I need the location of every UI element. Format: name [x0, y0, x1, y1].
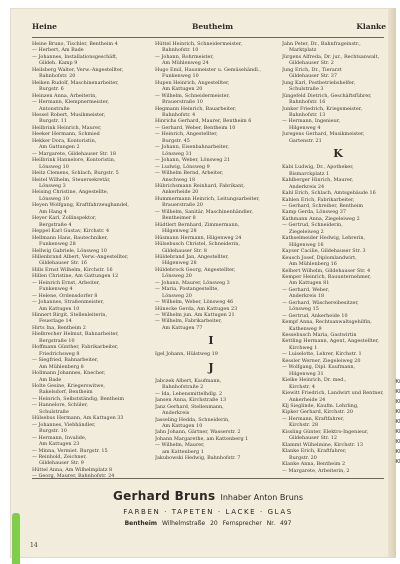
directory-entry — [32, 54, 140, 67]
directory-entry — [155, 93, 267, 106]
entry-address: Bahnhofstr. 10 — [162, 47, 199, 54]
entry-name: — Heinrich Ernst, Arbeiter, — [32, 279, 100, 286]
directory-entry — [155, 267, 267, 280]
directory-entry — [155, 196, 267, 209]
directory-entry — [282, 416, 394, 429]
entry-name: Hoffmann Günther, Fabrikarbeiter, — [32, 344, 119, 351]
directory-entry — [32, 422, 140, 435]
entry-address: Am Kattugen 10 — [162, 423, 203, 430]
directory-entry — [32, 80, 140, 93]
entry-name: Heilbrink Hannelore, Kontoristin, — [32, 157, 116, 164]
entry-address: Am Kattugen 77 — [162, 324, 203, 331]
thumb-index-tab: Kl — [395, 419, 400, 425]
entry-name: Heyer Karl, Zollinspektor, — [32, 215, 97, 222]
entry-name: — Gerhard, Weber, — [282, 286, 330, 293]
entry-name: Hinnert Birgit, Stellenleiterin, — [32, 312, 108, 319]
directory-entry — [32, 157, 140, 170]
entry-name: Hüdtlert Bernhard, Zimmermann, — [155, 221, 240, 228]
entry-name: Hugo Emil, Hausmeister u. Gemüsehändl., — [155, 66, 261, 73]
entry-address: Bahnhofstr. 13 — [289, 111, 326, 118]
thumb-index-tab: Kl — [395, 389, 400, 395]
entry-address: Gildehauser Str. 8 — [162, 247, 207, 254]
entry-address: Kirchstr. 4 — [289, 383, 315, 390]
entry-name: Jüngefeld Dietrich, Geschäftsführer, — [282, 92, 372, 99]
entry-name: Heitel Wilhelm, Steuersekretär, — [32, 176, 111, 183]
directory-entry — [282, 319, 394, 332]
entry-name: Hüldebrock Georg, Angestellter, — [155, 266, 236, 273]
header-left: Heine — [32, 22, 57, 31]
directory-entry — [155, 378, 267, 391]
entry-address: Burgstr. 11 — [39, 118, 67, 125]
entry-name: Hünecke Gerda, Am Kattugen 23 — [155, 305, 238, 312]
entry-address: Bergstraße 4 — [39, 221, 72, 228]
entry-name: — Gerhard, Schreiber, Bentheim — [282, 202, 364, 209]
entry-name: Kessler Werner, Ziegeleiweg 20 — [282, 357, 361, 364]
entry-name: — Minna, Vermiet. Burgstr. 15 — [32, 447, 108, 454]
entry-name: Kempf Anna, Rechtsanwaltsgehilfin, — [282, 319, 372, 326]
entry-name: Klanke Erich, Kraftfahrer, — [282, 448, 347, 455]
directory-entry — [282, 429, 394, 442]
directory-entry — [32, 435, 140, 448]
entry-address: Kathenweg 9 — [289, 325, 322, 332]
entry-name: Hülsebus Hermann, Am Kattugen 33 — [32, 415, 124, 422]
directory-entry — [32, 331, 140, 344]
entry-address: Anderkreis 18 — [289, 293, 325, 300]
directory-entry — [32, 177, 140, 190]
entry-address: Anschweg 18 — [162, 176, 196, 183]
entry-address: Lönsweg 15 — [289, 306, 319, 313]
entry-name: Hillenbrand Albert, Verw.-Angestellter, — [32, 253, 129, 260]
entry-address: am Kattenberg 1 — [162, 448, 204, 455]
entry-name: — Gertrud, Schneiderin, — [282, 222, 343, 229]
page-number: 14 — [30, 542, 38, 549]
entry-name: — Margarete, Gildehauser Str. 18 — [32, 150, 116, 157]
entry-name: Hülsebusch Christel, Schneiderin, — [155, 241, 240, 248]
entry-name: Kessebusch Maria, Gastwirtin — [282, 332, 357, 339]
entry-address: Hilgenweg 28 — [162, 260, 197, 267]
entry-name: Klammt Wilhelmine, Kirchstr. 13 — [282, 441, 364, 448]
entry-name: Jahn Johann, Gärtner, Wasserstr. 2 — [155, 429, 241, 436]
directory-entry — [155, 222, 267, 235]
entry-name: — Johann, Weber, Lönsweg 21 — [155, 157, 231, 164]
entry-name: Hummermann Heinrich, Leitungsarbeiter, — [155, 195, 260, 202]
entry-address: Bentheimer 8 — [162, 215, 196, 222]
entry-name: Heeker Hermann, Schmied — [32, 131, 100, 138]
entry-address: Gildehauser Str. 9 — [39, 460, 84, 467]
entry-name: — Wilhelm, Maurer, — [155, 442, 205, 449]
directory-entry — [32, 138, 140, 151]
entry-name: — Gertrud, Ankerheide 10 — [282, 312, 348, 319]
entry-address: Bergstraße 10 — [39, 337, 75, 344]
entry-name: Kamp Gerda, Lönsweg 37 — [282, 209, 347, 216]
section-letter: I — [208, 334, 214, 348]
entry-name: — Wilhelm, Weber, Lönsweg 46 — [155, 299, 234, 306]
entry-name: Kipker Gerhard, Kirchstr. 20 — [282, 409, 353, 416]
directory-entry — [32, 254, 140, 267]
entry-name: Keusch Josef, Diplomlandwirt, — [282, 254, 357, 261]
ad-city: Bentheim — [124, 520, 158, 527]
entry-name: Hübrichsmann Reinhard, Fabrikant, — [155, 182, 245, 189]
entry-name: Hessel Robert, Musikmeister, — [32, 111, 106, 118]
entry-name: Johann Margarethe, am Kattenberg 1 — [155, 435, 249, 442]
directory-entry — [32, 370, 140, 383]
entry-name: Kelbert Wilhelm, Gildehauser Str. 4 — [282, 267, 371, 274]
directory-entry — [155, 442, 267, 455]
entry-address: Bahnhofstr. 20 — [39, 73, 76, 80]
ad-owner: Inhaber Anton Bruns — [220, 493, 304, 502]
entry-address: Anderkreis — [162, 410, 190, 417]
directory-entry — [155, 67, 267, 80]
entry-name: Heinzen Anna, Arbeiterin, — [32, 92, 97, 99]
directory-page — [10, 8, 400, 558]
entry-name: — Johannes, Straßenmeister, — [32, 299, 104, 306]
entry-address: Burgstr. 20 — [289, 454, 317, 461]
entry-address: Schulstraße — [39, 408, 69, 415]
entry-name: — Hannelore, Schüler, — [32, 402, 88, 409]
entry-name: — Wilhelm Bernd, Arbeiter, — [155, 170, 224, 177]
directory-entry — [155, 183, 267, 196]
entry-address: Kirchstr. 28 — [289, 422, 319, 429]
directory-entry — [32, 202, 140, 215]
entry-name: Kemper Heinrich, Bauunternehmer, — [282, 273, 371, 280]
entry-name: Jasseling Hedda, Schneiderin, — [155, 416, 230, 423]
directory-entry — [282, 80, 394, 93]
directory-entry — [32, 99, 140, 112]
entry-address: Gildehauser Str. 12 — [289, 435, 338, 442]
directory-entry — [32, 235, 140, 248]
entry-name: Jung Erich, Dr., Tierarzt — [282, 66, 342, 73]
entry-name: — Johannes, Installationsgeschäft, — [32, 53, 118, 60]
ad-address-line — [32, 520, 384, 527]
entry-name: Hekker Dora, Kontoristin, — [32, 137, 97, 144]
entry-name: Kahl Erich, Schlach, Amtsgebäude 16 — [282, 190, 376, 197]
directory-entry — [32, 454, 140, 467]
directory-entry — [32, 383, 140, 396]
entry-name: Janz Gerhard, Stellenmann, — [155, 403, 224, 410]
entry-name: — Wolfgang, Dipl. Kaufmann, — [282, 364, 356, 371]
entry-name: Klanke Anna, Bentheim 2 — [282, 461, 346, 468]
entry-address: Am Kattugen 23 — [39, 441, 80, 448]
entry-address: Am Bade — [39, 376, 62, 383]
directory-entry — [32, 312, 140, 325]
entry-name: — Wilhelm, Fabrikarbeiter, — [155, 318, 222, 325]
directory-entry — [155, 106, 267, 119]
entry-address: Funkenweg 28 — [39, 241, 76, 248]
entry-name: Heiken Rudolf, Maschinenarbeiter, — [32, 79, 119, 86]
entry-name: Heyen Wolfgang, Kraftfahrzeughandel, — [32, 202, 129, 209]
ad-products: FARBEN · TAPETEN · LACKE · GLAS — [123, 508, 293, 516]
advertisement — [32, 478, 384, 539]
entry-name: Hüldebrand Jan, Angestellter, — [155, 253, 229, 260]
entry-name: Holte Gesine, Kriegerswitwe, — [32, 383, 105, 390]
entry-name: — Ida, Lebensmittelhdlg. 2 — [155, 390, 223, 397]
entry-address: Rakelsdorf, Bentheim — [39, 389, 93, 396]
entry-name: Hupen Heinrich, Angestellter, — [155, 79, 230, 86]
directory-entry — [282, 106, 394, 119]
entry-name: — Siegfried, Bahnarbeiter, — [32, 357, 99, 364]
directory-entry — [282, 164, 394, 177]
entry-name: — Georg, Maurer, Bahnhofstr. 24 — [32, 473, 115, 480]
entry-name: Hüsmann Hermann, Hilgenweg 24 — [155, 234, 242, 241]
entry-name: Jahn Peter, Dr., Bahnfrageinstr., — [282, 41, 361, 47]
entry-name: — Heinrich, Selbstständig, Bentheim — [32, 395, 124, 402]
entry-address: Burgstr. 6 — [39, 86, 64, 93]
entry-address: Am Mühlenberg 16 — [289, 261, 337, 268]
directory-entry — [32, 67, 140, 80]
thumb-index-tab: Ki — [395, 379, 400, 385]
entry-address: Anderkreis 24 — [289, 183, 325, 190]
entry-name: Heitz Clemens, Schlach, Burgstr. 5 — [32, 170, 119, 177]
entry-name: Hollmann Johannes, Knecher, — [32, 370, 106, 377]
directory-entry — [155, 404, 267, 417]
directory-entry — [282, 54, 394, 67]
entry-name: — Hermann, Klempnermeister, — [32, 99, 109, 106]
entry-address: Lönsweg 10 — [39, 195, 69, 202]
thumb-index-tab: Kl — [395, 429, 400, 435]
directory-entry — [282, 377, 394, 390]
entry-name: Kissling Günter, Elektro-Ingenieur, — [282, 428, 369, 435]
entry-name: Heising Christine, Angestellte, — [32, 189, 109, 196]
directory-entry — [282, 41, 394, 54]
entry-address: Am Kattugen 81 — [289, 280, 330, 287]
entry-name: — Johann, Eisenbahnarbeiter, — [155, 144, 229, 151]
directory-entry — [155, 209, 267, 222]
entry-name: Kathmann Anna, Ziegeleiweg 2 — [282, 215, 360, 222]
ad-street: Wilhelmstraße 20 — [161, 520, 218, 527]
entry-address: Funkenweg 4 — [39, 286, 73, 293]
entry-address: Gildehauser Str. 37 — [289, 73, 338, 80]
entry-name: — Wilhelm, Sanitär, Maschinenhändler, — [155, 208, 253, 215]
thumb-index-tab: Kl — [395, 439, 400, 445]
entry-name: Hüttel Anna, Am Wilhelmplatz 8 — [32, 466, 113, 473]
entry-name: — Johann, Maurer, Lönsweg 3 — [155, 279, 230, 286]
entry-name: Jung Karl, Postbetriebshelfer, — [282, 79, 356, 86]
entry-name: Juregens Gerhard, Musikmeister, — [282, 131, 365, 138]
entry-name: — Gerhard, Weber, Bentheim 10 — [155, 124, 236, 131]
entry-name: Jakubowski Hedwig, Bahnhofstr. 7 — [155, 455, 241, 462]
directory-entry — [155, 254, 267, 267]
entry-name: Kayser Cacilie, Gildehauser Str. 3 — [282, 248, 366, 255]
entry-name: Kahlberger Hinrich, Maurer, — [282, 177, 354, 184]
entry-name: — Helene, Ordensdorfer 8 — [32, 292, 98, 299]
entry-address: Bahnhofstraße 2 — [162, 384, 204, 391]
entry-name: Hirts Ina, Bentheim 2 — [32, 324, 86, 331]
entry-address: Gildehauser Str. 2 — [289, 60, 334, 67]
entry-name: — Hermann, Ingenieur, — [282, 118, 341, 125]
entry-name: — Hermann, Invalide, — [32, 434, 87, 441]
entry-name: Hüttel Heinrich, Schneidermeister, — [155, 41, 243, 47]
entry-name: Kabi Ludwig, Dr., Apotheker, — [282, 164, 354, 171]
thumb-index-tab: Kl — [395, 399, 400, 405]
directory-entry — [282, 448, 394, 461]
entry-name: — Heinrich, Angestellter, — [155, 131, 218, 138]
entry-address: Hilgenweg 28 — [162, 228, 197, 235]
directory-entry — [282, 287, 394, 300]
thumb-index-tab: Kl — [395, 449, 400, 455]
entry-name: — Hermann, Kraftfahrer, — [282, 415, 345, 422]
entry-name: Heppel Karl Gustav, Kirchstr. 4 — [32, 228, 110, 235]
directory-entry — [32, 112, 140, 125]
entry-name: Junker Friedrich, Kriegsmeister, — [282, 105, 363, 112]
directory-entry — [282, 177, 394, 190]
header-right: Klanke — [356, 22, 386, 31]
entry-name: Klj Sieglinde, Kaufm. Lehrling, — [282, 403, 359, 410]
entry-name: — Maria, Postangestellte, — [155, 286, 219, 293]
directory-entry — [282, 274, 394, 287]
entry-address: Gartenstr. 21 — [289, 137, 322, 144]
entry-address: Ankerheide 20 — [162, 189, 199, 196]
entry-address: Bahnhofstr. 4 — [162, 111, 196, 118]
entry-address: Am Kattugen 10 — [39, 305, 80, 312]
entry-address: Lönsweg 31 — [162, 150, 192, 157]
header-rule — [32, 37, 384, 38]
entry-name: Jansen Anna, Kirchstraße 13 — [155, 397, 227, 404]
directory-entry — [155, 351, 267, 357]
directory-entry — [32, 280, 140, 293]
directory-entry — [155, 286, 267, 299]
directory-entry — [155, 131, 267, 144]
entry-name: — Wilhelm jun. Am Kattugen 21 — [155, 312, 235, 319]
entry-address: Lönsweg 20 — [162, 292, 192, 299]
entry-address: Funkenweg 10 — [162, 73, 199, 80]
entry-address: Gildehauser Str. 16 — [39, 260, 88, 267]
entry-address: Kirchweg 1 — [289, 344, 318, 351]
directory-entry — [282, 118, 394, 131]
entry-address: Bahnhofstr. 16 — [289, 99, 326, 106]
entry-name: — Gerhard, Wäschereibesitzer, — [282, 299, 359, 306]
entry-address: Antonstraße — [39, 105, 70, 112]
entry-name: Hellmann Hans, Bautechniker, — [32, 234, 108, 241]
directory-entry — [155, 80, 267, 93]
entry-name: Kathselmeider Hedwig, Lehrerin, — [282, 235, 366, 242]
entry-address: Am Gattungen 2 — [39, 144, 80, 151]
entry-name: Heilbrink Heinrich, Maurer, — [32, 124, 102, 131]
entry-name: — Wilhelm, Schneidermeister, — [155, 92, 230, 99]
entry-address: Bismarckplatz 1 — [289, 170, 330, 177]
entry-address: Marktplatz — [289, 47, 317, 54]
ad-business-name: Gerhard Bruns — [112, 489, 216, 503]
entry-address: Ziegeleiweg 2 — [289, 228, 324, 235]
directory-entry — [282, 93, 394, 106]
entry-name: Hillen Christine, Am Gattungen 12 — [32, 273, 119, 280]
entry-name: Kahlen Erich, Fabrikarbeiter, — [282, 196, 355, 203]
entry-name: Hellwig Gabriele, Lönsweg 10 — [32, 247, 107, 254]
directory-entry — [32, 215, 140, 228]
entry-name: Heilsberg Walter, Verw.-Angestellter, — [32, 66, 124, 73]
entry-address: Am Hang 4 — [39, 208, 67, 215]
entry-name: — Reinhold, Zeichner, — [32, 454, 87, 460]
entry-name: Kielke Heinrich, Dr. med., — [282, 377, 347, 384]
directory-entry — [282, 222, 394, 235]
directory-entry — [155, 41, 267, 54]
entry-address: Am Mühlenberg 8 — [39, 363, 84, 370]
directory-entry — [282, 468, 394, 474]
entry-address: Hilgenweg 4 — [289, 124, 321, 131]
directory-entry — [282, 255, 394, 268]
directory-entry — [282, 67, 394, 80]
entry-address: Gildeh. Kamp 9 — [39, 60, 78, 67]
directory-entry — [155, 144, 267, 157]
directory-entry — [155, 241, 267, 254]
directory-entry — [155, 318, 267, 331]
entry-name: Hinrichs Gerhard, Maurer, Bentheim 6 — [155, 118, 252, 125]
ad-phone: Fernsprecher Nr. 497 — [222, 520, 292, 527]
thumb-index-tab: Kl — [395, 409, 400, 415]
entry-name: Kettling Hermann, Agent, Angestellter, — [282, 338, 379, 345]
entry-name: Hielbrecher Helmut, Bahnarbeiter, — [32, 331, 119, 338]
directory-entry — [155, 455, 267, 461]
column-1 — [32, 41, 140, 480]
entry-address: Lönsweg 20 — [162, 273, 192, 280]
entry-address: Burgstr. 10 — [39, 428, 67, 435]
entry-address: Friedrichsweg 8 — [39, 350, 80, 357]
entry-name: Jürgens Alfreda, Dr. jur., Rechtsanwalt, — [282, 53, 380, 60]
bookmark-ribbon — [12, 513, 20, 564]
directory-entry — [155, 170, 267, 183]
directory-entry — [282, 300, 394, 313]
entry-address: Burgstr. 45 — [162, 137, 190, 144]
column-2 — [155, 41, 267, 462]
entry-name: Heine Bruno, Tischler, Bentheim 4 — [32, 41, 118, 47]
entry-address: Lönsweg 3 — [39, 182, 66, 189]
entry-address: Feuerlage 14 — [39, 318, 72, 325]
entry-address: Hilgenweg 16 — [289, 241, 324, 248]
directory-entry — [32, 299, 140, 312]
entry-name: — Johannes, Viehhändler, — [32, 421, 96, 428]
thumb-index-tab: Kl — [395, 459, 400, 465]
entry-address: Am Kattugen 20 — [162, 86, 203, 93]
entry-name: — Herbert, Am Bade — [32, 47, 84, 54]
entry-address: Schulstraße 3 — [289, 86, 324, 93]
entry-address: Brauerstraße 10 — [162, 99, 203, 106]
directory-entry — [282, 338, 394, 351]
directory-entry — [32, 357, 140, 370]
entry-address: Am Mühlenweg 24 — [162, 60, 209, 67]
entry-address: Ankerheide 24 — [289, 396, 326, 403]
directory-entry — [32, 344, 140, 357]
entry-address: Brauerstraße 20 — [162, 202, 203, 209]
entry-address: Hilgenweg 31 — [289, 370, 324, 377]
entry-name: — Luiselotte, Lehrer, Kirchstr. 1 — [282, 351, 362, 358]
entry-name: Hills Ernst Wilhelm, Kirchstr. 16 — [32, 266, 113, 273]
directory-entry — [282, 235, 394, 248]
ad-title — [32, 485, 384, 504]
entry-name: — Margarete, Arbeiterin, 2 — [282, 467, 350, 474]
entry-name: Hegmann Heinrich, Bauarbeiter, — [155, 105, 237, 112]
page-header — [32, 22, 386, 34]
entry-name: Jabczek Albert, Kaufmann, — [155, 377, 222, 384]
entry-address: Lönsweg 10 — [39, 163, 69, 170]
directory-entry — [155, 417, 267, 430]
column-3 — [282, 41, 394, 474]
header-center: Beutheim — [192, 22, 234, 31]
directory-entry — [282, 390, 394, 403]
entry-name: — Johann, Rohrmeister, — [155, 53, 214, 60]
directory-entry — [282, 131, 394, 144]
section-letter: K — [333, 147, 343, 161]
directory-entry — [282, 364, 394, 377]
section-letter: J — [208, 360, 214, 374]
directory-entry — [32, 189, 140, 202]
entry-name: Kiewitt Friedrich, Landwirt und Rentner, — [282, 390, 384, 397]
directory-entry — [155, 54, 267, 67]
entry-name: Igel Johann, Hülstweg 19 — [155, 351, 218, 358]
directory-entry — [32, 402, 140, 415]
entry-name: — Ludwig, Lönsweg 9 — [155, 163, 210, 170]
